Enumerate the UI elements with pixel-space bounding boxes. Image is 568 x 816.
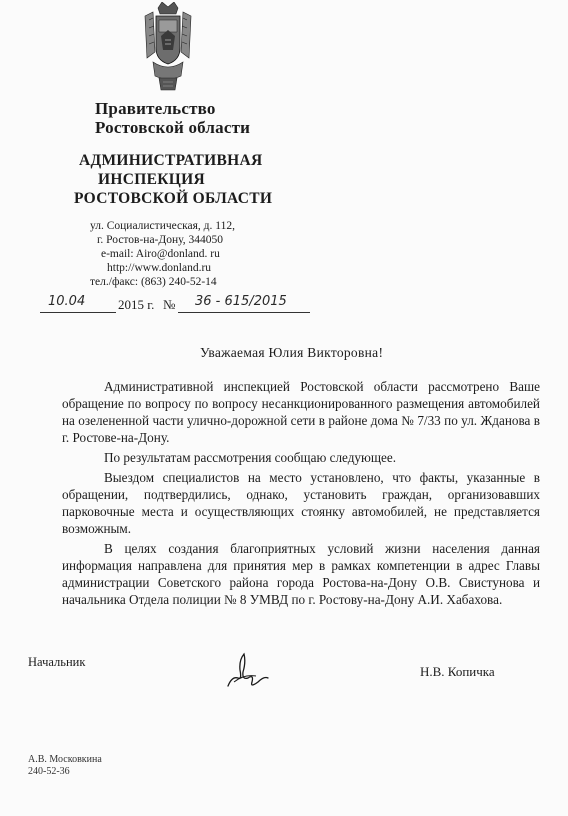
government-title-line2: Ростовской области: [95, 118, 251, 137]
registration-number: 36 - 615/2015: [195, 294, 287, 309]
registration-date: 10.04: [48, 294, 86, 309]
signer-name: Н.В. Копичка: [420, 664, 495, 679]
address-street: ул. Социалистическая, д. 112,: [90, 220, 235, 232]
paragraph-3: Выездом специалистов на место установлено, что факты, указанные в обращении, подтвердились, однако, установить граждан, организовавших парковочные места и осуществляющих стоянку автомобилей, не представляется возможным.: [62, 470, 540, 536]
inspection-title-line3: РОСТОВСКОЙ ОБЛАСТИ: [74, 190, 273, 207]
address-phone: тел./факс: (863) 240-52-14: [90, 276, 217, 288]
address-website: http://www.donland.ru: [107, 262, 212, 274]
paragraph-4: В целях создания благоприятных условий жизни населения данная информация направлена для принятия мер в рамках компетенции в адрес Главы администрации Советского района города Ростова-на-Дону О.В. Свистунова и начальника Отдела полиции № 8 УМВД по г. Ростову-на-Дону А.И. Хабахова.: [62, 541, 540, 607]
executor-name: А.В. Московкина: [28, 754, 102, 765]
registration-year: 2015 г.: [118, 297, 155, 312]
executor-phone: 240-52-36: [28, 766, 70, 777]
number-underline: [178, 312, 310, 313]
greeting: Уважаемая Юлия Викторовна!: [200, 345, 384, 360]
address-email: e-mail: Airo@donland. ru: [101, 248, 220, 260]
inspection-title-line2: ИНСПЕКЦИЯ: [98, 171, 205, 188]
paragraph-1: Административной инспекцией Ростовской области рассмотрено Ваше обращение по вопросу по вопросу несанкционированного размещения автомобилей на озелененной части улично-дорожной сети в районе дома № 7/33 по ул. Жданова в г. Ростове-на-Дону.: [62, 379, 540, 445]
paragraph-2: По результатам рассмотрения сообщаю следующее.: [104, 450, 397, 465]
inspection-title-line1: АДМИНИСТРАТИВНАЯ: [79, 152, 263, 169]
date-underline: [40, 312, 116, 313]
address-city: г. Ростов-на-Дону, 344050: [97, 234, 223, 246]
government-title-line1: Правительство: [95, 99, 216, 118]
signer-position: Начальник: [28, 655, 86, 669]
letter-body: [62, 378, 540, 611]
handwritten-signature: [222, 648, 272, 690]
registration-number-sign: №: [163, 297, 176, 312]
coat-of-arms-emblem: [143, 2, 193, 94]
